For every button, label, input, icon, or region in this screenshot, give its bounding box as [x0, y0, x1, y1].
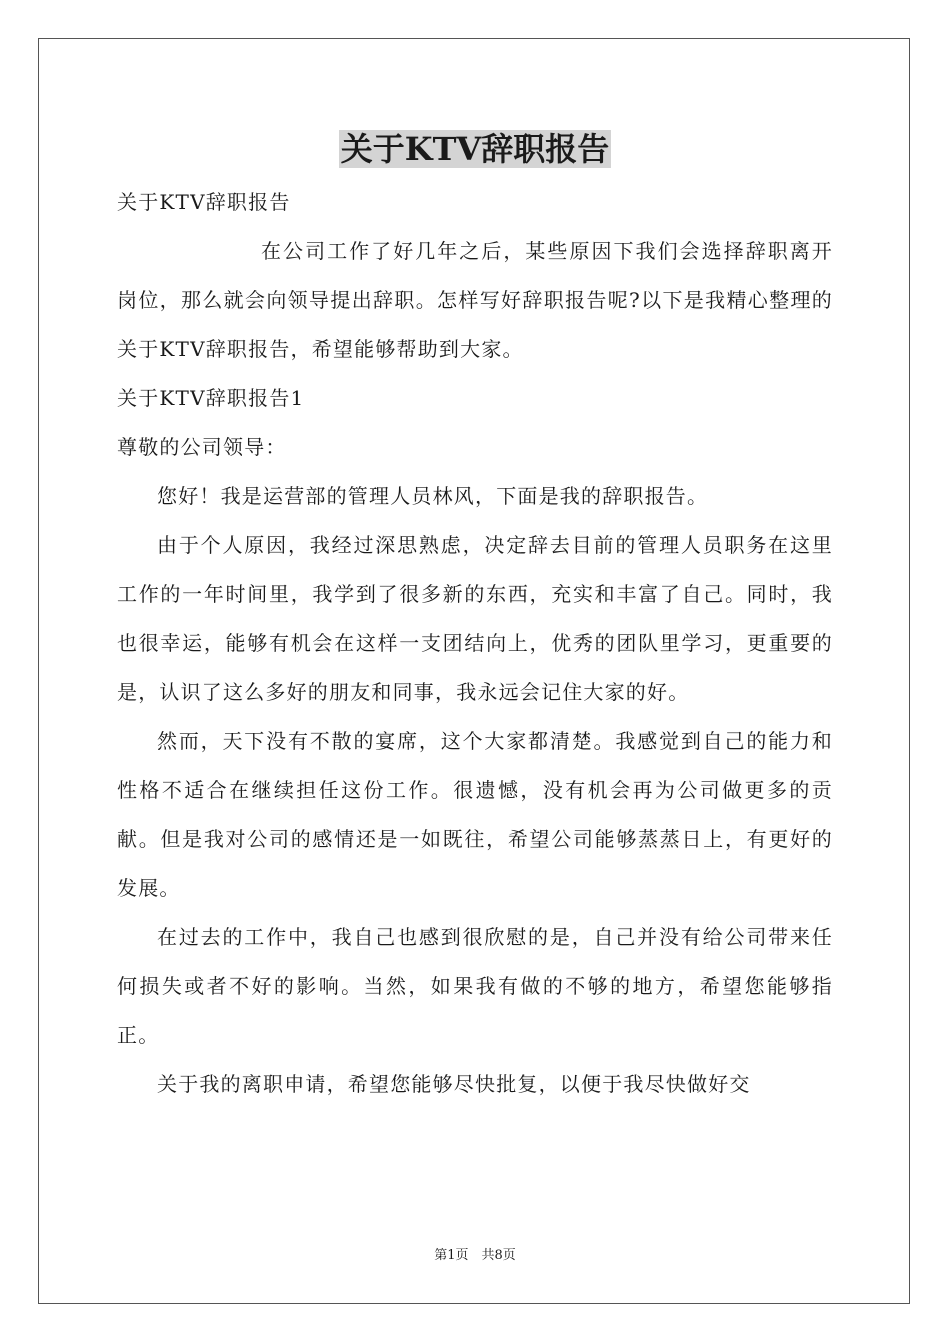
body-paragraph: 在过去的工作中，我自己也感到很欣慰的是，自己并没有给公司带来任何损失或者不好的影响。当然，如果我有做的不够的地方，希望您能够指正。 — [117, 925, 833, 1047]
body-paragraph: 由于个人原因，我经过深思熟虑，决定辞去目前的管理人员职务在这里工作的一年时间里，我学到了很多新的东西，充实和丰富了自己。同时，我也很幸运，能够有机会在这样一支团结向上，优秀的团队里学习，更重要的是，认识了这么多好的朋友和同事，我永远会记住大家的好。 — [117, 533, 833, 704]
body-paragraph: 然而，天下没有不散的宴席，这个大家都清楚。我感觉到自己的能力和性格不适合在继续担任这份工作。很遗憾，没有机会再为公司做更多的贡献。但是我对公司的感情还是一如既往，希望公司能够蒸蒸日上，有更好的发展。 — [117, 729, 833, 900]
body-paragraph: 关于我的离职申请，希望您能够尽快批复，以便于我尽快做好交 — [157, 1072, 751, 1096]
section-heading: 关于KTV辞职报告1 — [117, 386, 305, 410]
document-title — [0, 128, 950, 170]
document-body — [117, 178, 833, 1109]
subtitle-paragraph: 关于KTV辞职报告 — [117, 190, 291, 214]
intro-paragraph: 在公司工作了好几年之后，某些原因下我们会选择辞职离开岗位，那么就会向领导提出辞职。怎样写好辞职报告呢?以下是我精心整理的关于KTV辞职报告，希望能够帮助到大家。 — [117, 239, 833, 361]
document-title-text: 关于KTV辞职报告 — [340, 130, 610, 168]
page-footer — [0, 1246, 950, 1266]
body-paragraph: 您好！我是运营部的管理人员林风，下面是我的辞职报告。 — [157, 484, 709, 508]
page-number: 第1页 共8页 — [434, 1248, 516, 1263]
salutation: 尊敬的公司领导： — [117, 435, 287, 459]
